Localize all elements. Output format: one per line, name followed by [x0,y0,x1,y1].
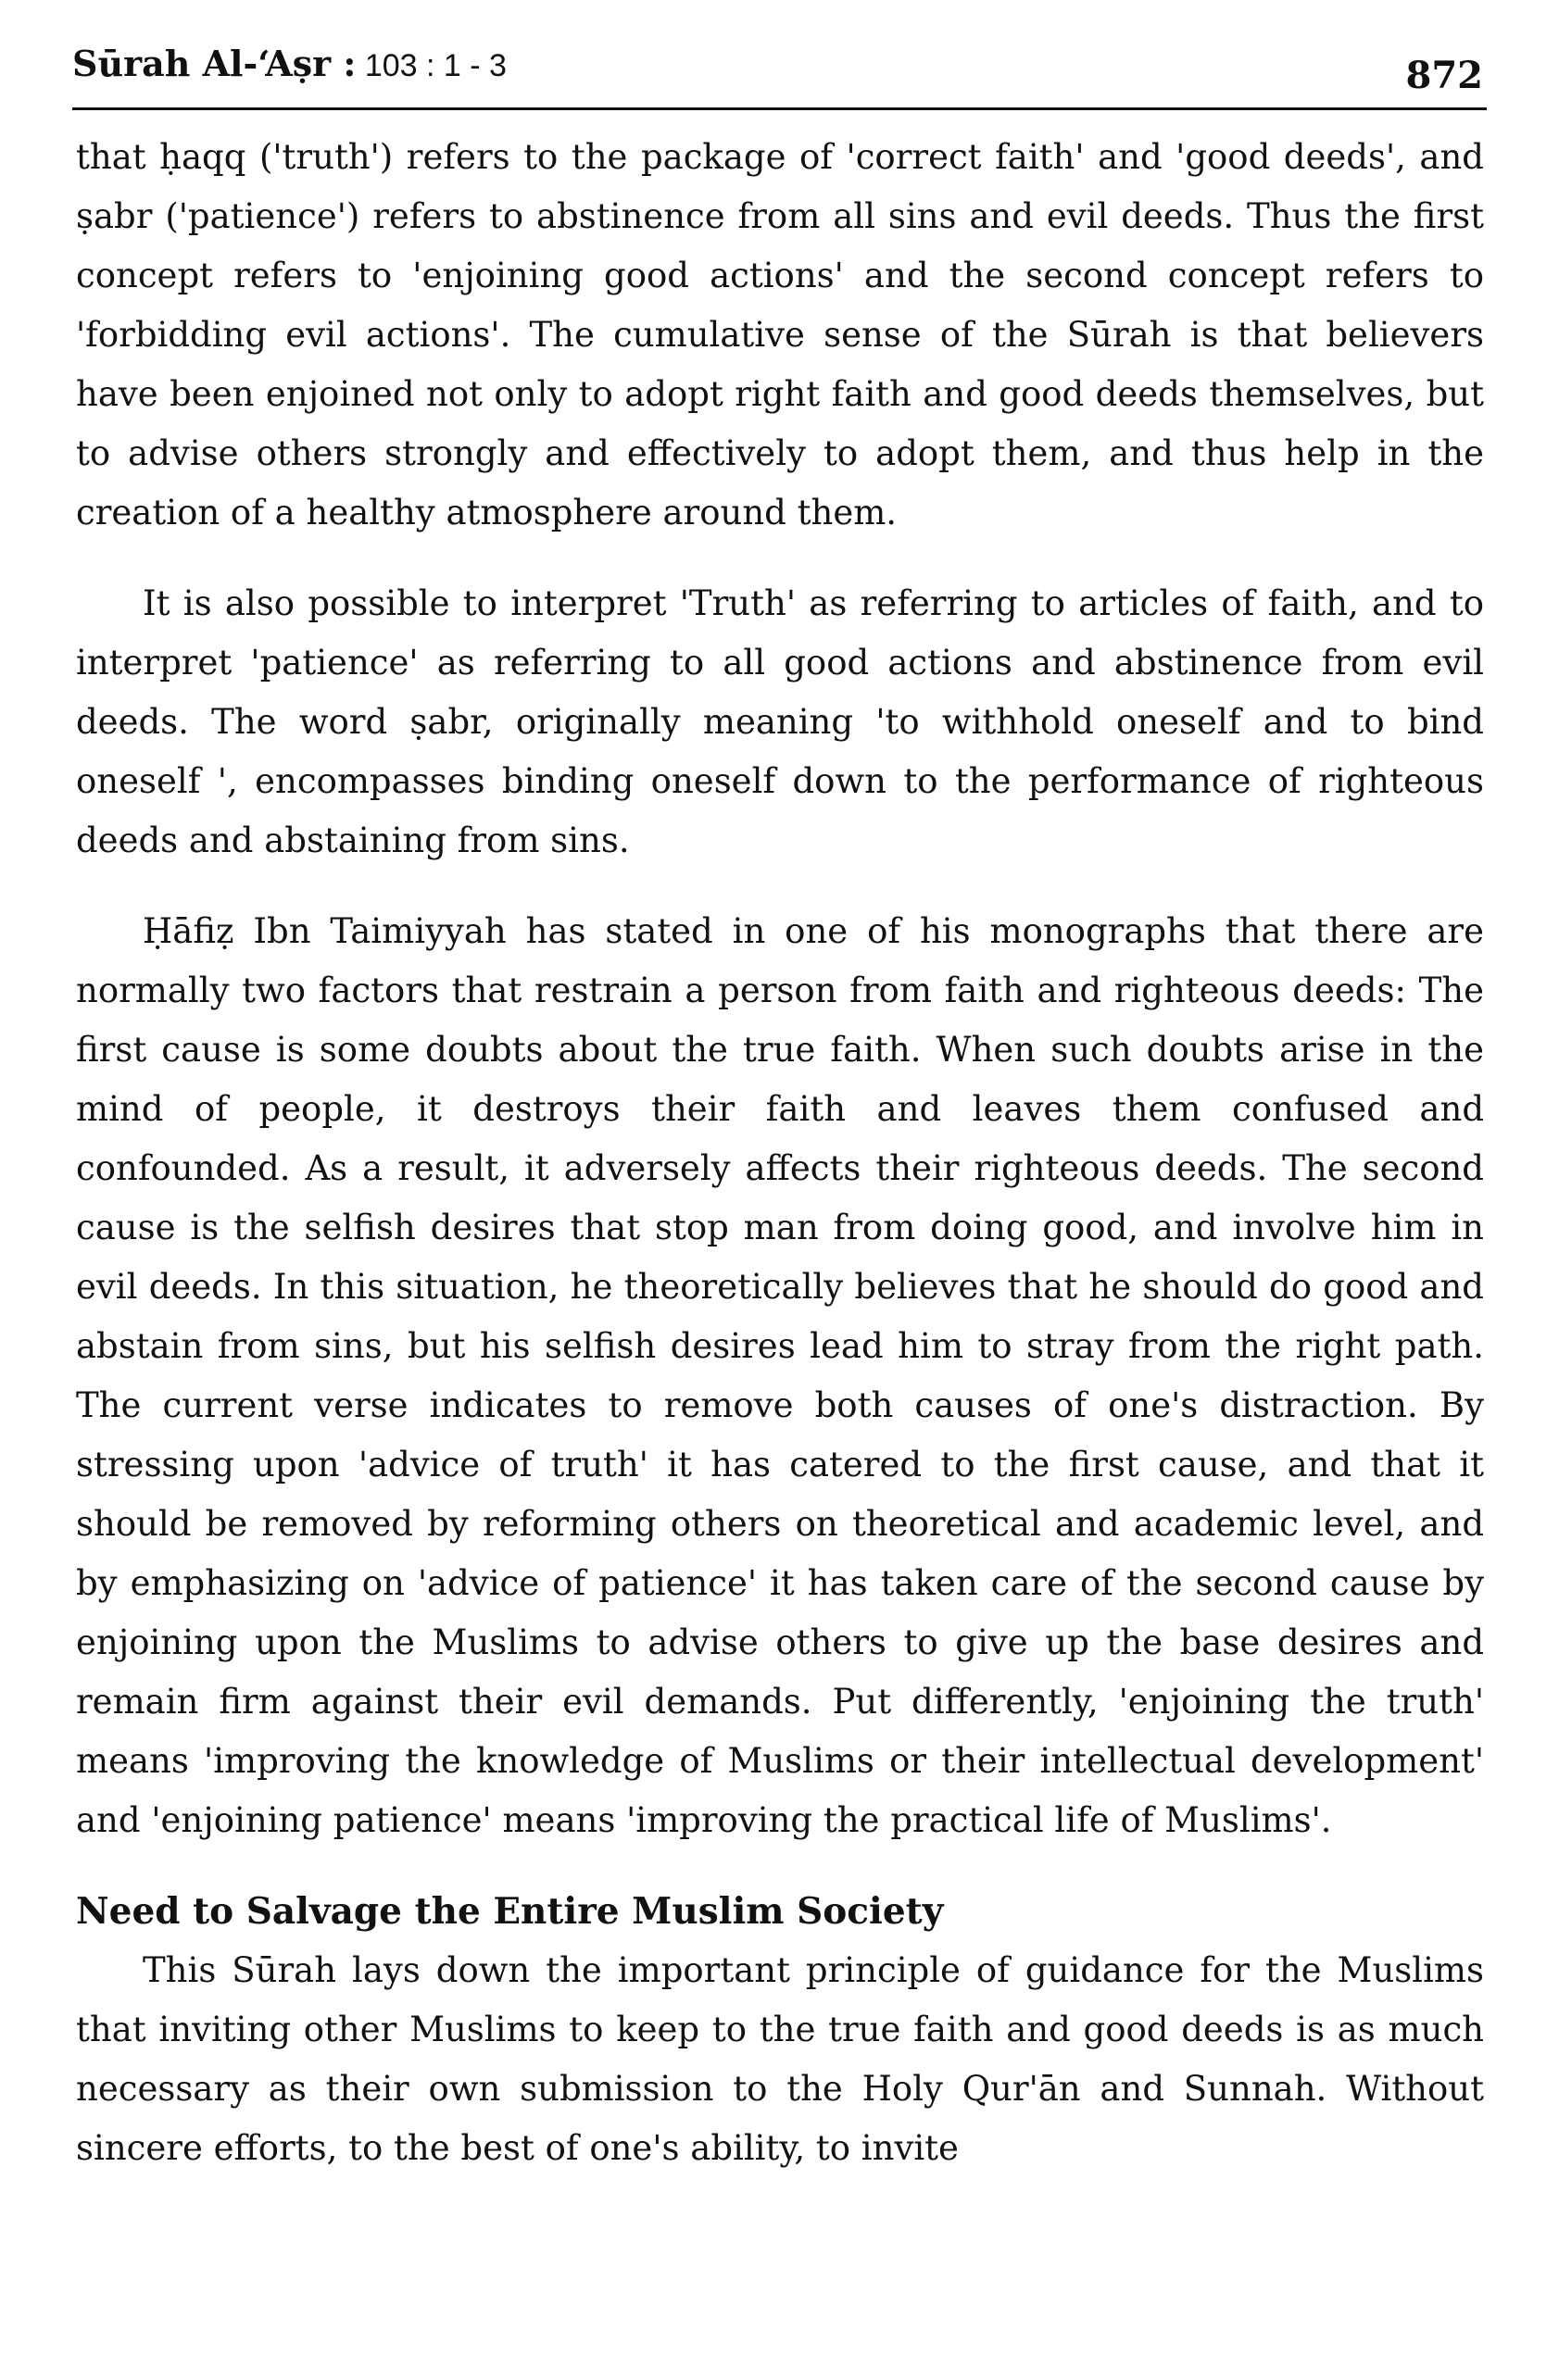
running-header [72,31,1487,110]
paragraph-section-intro: This Sūrah lays down the important principle of guidance for the Muslims that inviting other Muslims to keep to the true faith and good deeds is as much necessary as their own submission to the Holy Qur'ān and Sunnah. Without sincere efforts, to the best of one's ability, to invite [76,1950,1484,2168]
section-heading: Need to Salvage the Entire Muslim Society [76,1890,944,1933]
paragraph-ibn-taimiyyah: Ḥāfiẓ Ibn Taimiyyah has stated in one of his monographs that there are normally two factors that restrain a person from faith and righteous deeds: The first cause is some doubts about the true faith. When such doubts arise in the mind of people, it destroys their faith and leaves them confused and confounded. As a result, it adversely affects their righteous deeds. The second cause is the selfish desires that stop man from doing good, and involve him in evil deeds. In this situation, he theoretically believes that he should do good and abstain from sins, but his selfish desires lead him to stray from the right path. The current verse indicates to remove both causes of one's distraction. By stressing upon 'advice of truth' it has catered to the first cause, and that it should be removed by reforming others on theoretical and academic level, and by emphasizing on 'advice of patience' it has taken care of the second cause by enjoining upon the Muslims to advise others to give up the base desires and remain firm against their evil demands. Put differently, 'enjoining the truth' means 'improving the knowledge of Muslims or their intellectual development' and 'enjoining patience' means 'improving the practical life of Muslims'. [76,911,1484,1840]
surah-title: Sūrah Al-‘Aṣr : [72,43,357,84]
verse-range: 103 : 1 - 3 [356,48,507,83]
page-number: 872 [1405,54,1483,97]
surah-reference [72,43,507,84]
paragraph-interpretation: It is also possible to interpret 'Truth' as referring to articles of faith, and to interpret 'patience' as referring to all good actions and abstinence from evil deeds. The word ṣabr, originally meaning 'to withhold oneself and to bind oneself ', encompasses binding oneself down to the performance of righteous deeds and abstaining from sins. [76,583,1484,860]
body-text [76,128,1484,2178]
paragraph-truth-patience: that ḥaqq ('truth') refers to the package of 'correct faith' and 'good deeds', and ṣabr ('patience') refers to abstinence from all sins and evil deeds. Thus the first concept refers to 'enjoining good actions' and the second concept refers to 'forbidding evil actions'. The cumulative sense of the Sūrah is that believers have been enjoined not only to adopt right faith and good deeds themselves, but to advise others strongly and effectively to adopt them, and thus help in the creation of a healthy atmosphere around them. [76,137,1484,532]
